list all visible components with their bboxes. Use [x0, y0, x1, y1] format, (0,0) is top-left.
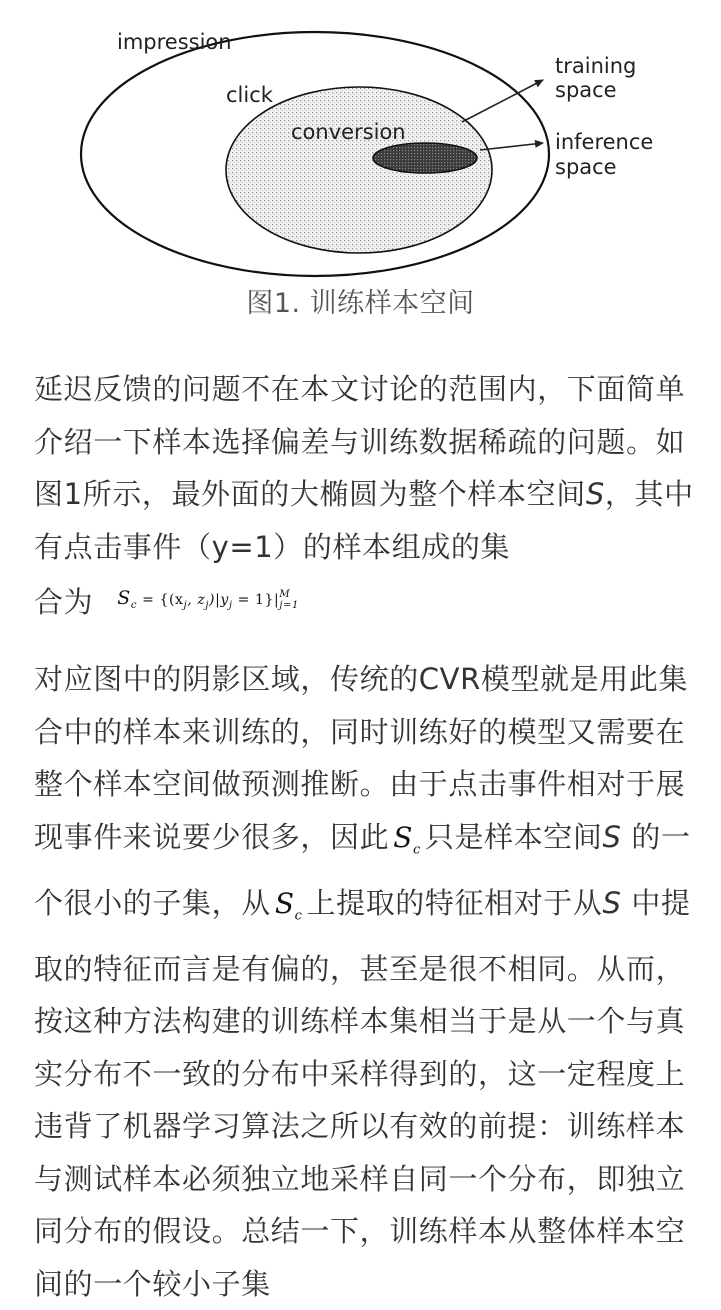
click-label: click [226, 83, 273, 107]
formula-sub-j3: j [228, 599, 233, 611]
formula-comma: , z [187, 592, 206, 608]
inference-space-label-line2: space [555, 155, 617, 179]
symbol-sc-2 [274, 886, 303, 924]
formula-sub-j2: j [205, 599, 210, 611]
paragraph-1-text-a: 延迟反馈的问题不在本文讨论的范围内，下面简单介绍一下样本选择偏差与训练数据稀疏的问题。如图1所示，最外面的大椭圆为整个样本空间 [34, 372, 686, 511]
training-space-label-line2: space [555, 78, 617, 102]
conversion-ellipse [373, 143, 477, 173]
formula-end: = 1}| [232, 592, 280, 608]
symbol-s: S [585, 477, 605, 511]
symbol-sc-1-sub: c [413, 842, 421, 858]
sample-space-diagram [0, 0, 721, 290]
paragraph-2-text-b: 只是样本空间 [424, 819, 603, 854]
paragraph-2-text-c: 的一个很小的子集，从 [34, 819, 691, 920]
formula-mid: )|y [209, 592, 229, 608]
paragraph-2-text-a: 对应图中的阴影区域，传统的CVR模型就是用此集合中的样本来训练的，同时训练好的模型又需要在整个样本空间做预测推断。由于点击事件相对于展现事件来说要少很多，因此 [34, 662, 689, 854]
symbol-sc-2-sub: c [294, 908, 303, 924]
impression-label: impression [117, 30, 232, 54]
formula-sub-j1: j [183, 599, 188, 611]
formula-prefix: 合为 [34, 584, 94, 619]
inference-space-label-line1: inference [555, 130, 654, 154]
symbol-sc-2-s: S [274, 886, 295, 920]
formula-lower-j1: j=1 [279, 600, 300, 611]
figure-caption: 图1. 训练样本空间 [246, 288, 475, 319]
paragraph-1-text-b: ，其中有点击事件（y=1）的样本组成的集 [34, 477, 694, 564]
symbol-sc-1 [393, 820, 421, 858]
conversion-label: conversion [291, 120, 406, 144]
symbol-s-3: S [602, 885, 622, 920]
paragraph-1 [34, 363, 704, 573]
formula-script-s: S [117, 587, 131, 609]
symbol-s-2: S [602, 819, 622, 854]
sample-space-svg [0, 0, 721, 290]
paragraph-2 [34, 653, 704, 1310]
paragraph-2-text-d: 上提取的特征相对于从 [306, 885, 603, 920]
formula-sc-definition [117, 570, 299, 634]
symbol-sc-1-s: S [393, 820, 413, 854]
formula-sub-c: c [130, 599, 138, 611]
formula-limits [279, 589, 299, 611]
formula-line [34, 572, 299, 628]
training-space-label-line1: training [555, 54, 637, 78]
paragraph-2-text-e: 中提取的特征而言是有偏的，甚至是很不相同。从而，按这种方法构建的训练样本集相当于是从一个与真实分布不一致的分布中采样得到的，这一定程度上违背了机器学习算法之所以有效的前提：训练样本与测试样本必须独立地采样自同一个分布，即独立同分布的假设。总结一下，训练样本从整体样本空间的一个较小子集 [34, 885, 691, 1301]
formula-body: = {(x [137, 592, 184, 608]
formula-sup-m: M [279, 589, 291, 600]
